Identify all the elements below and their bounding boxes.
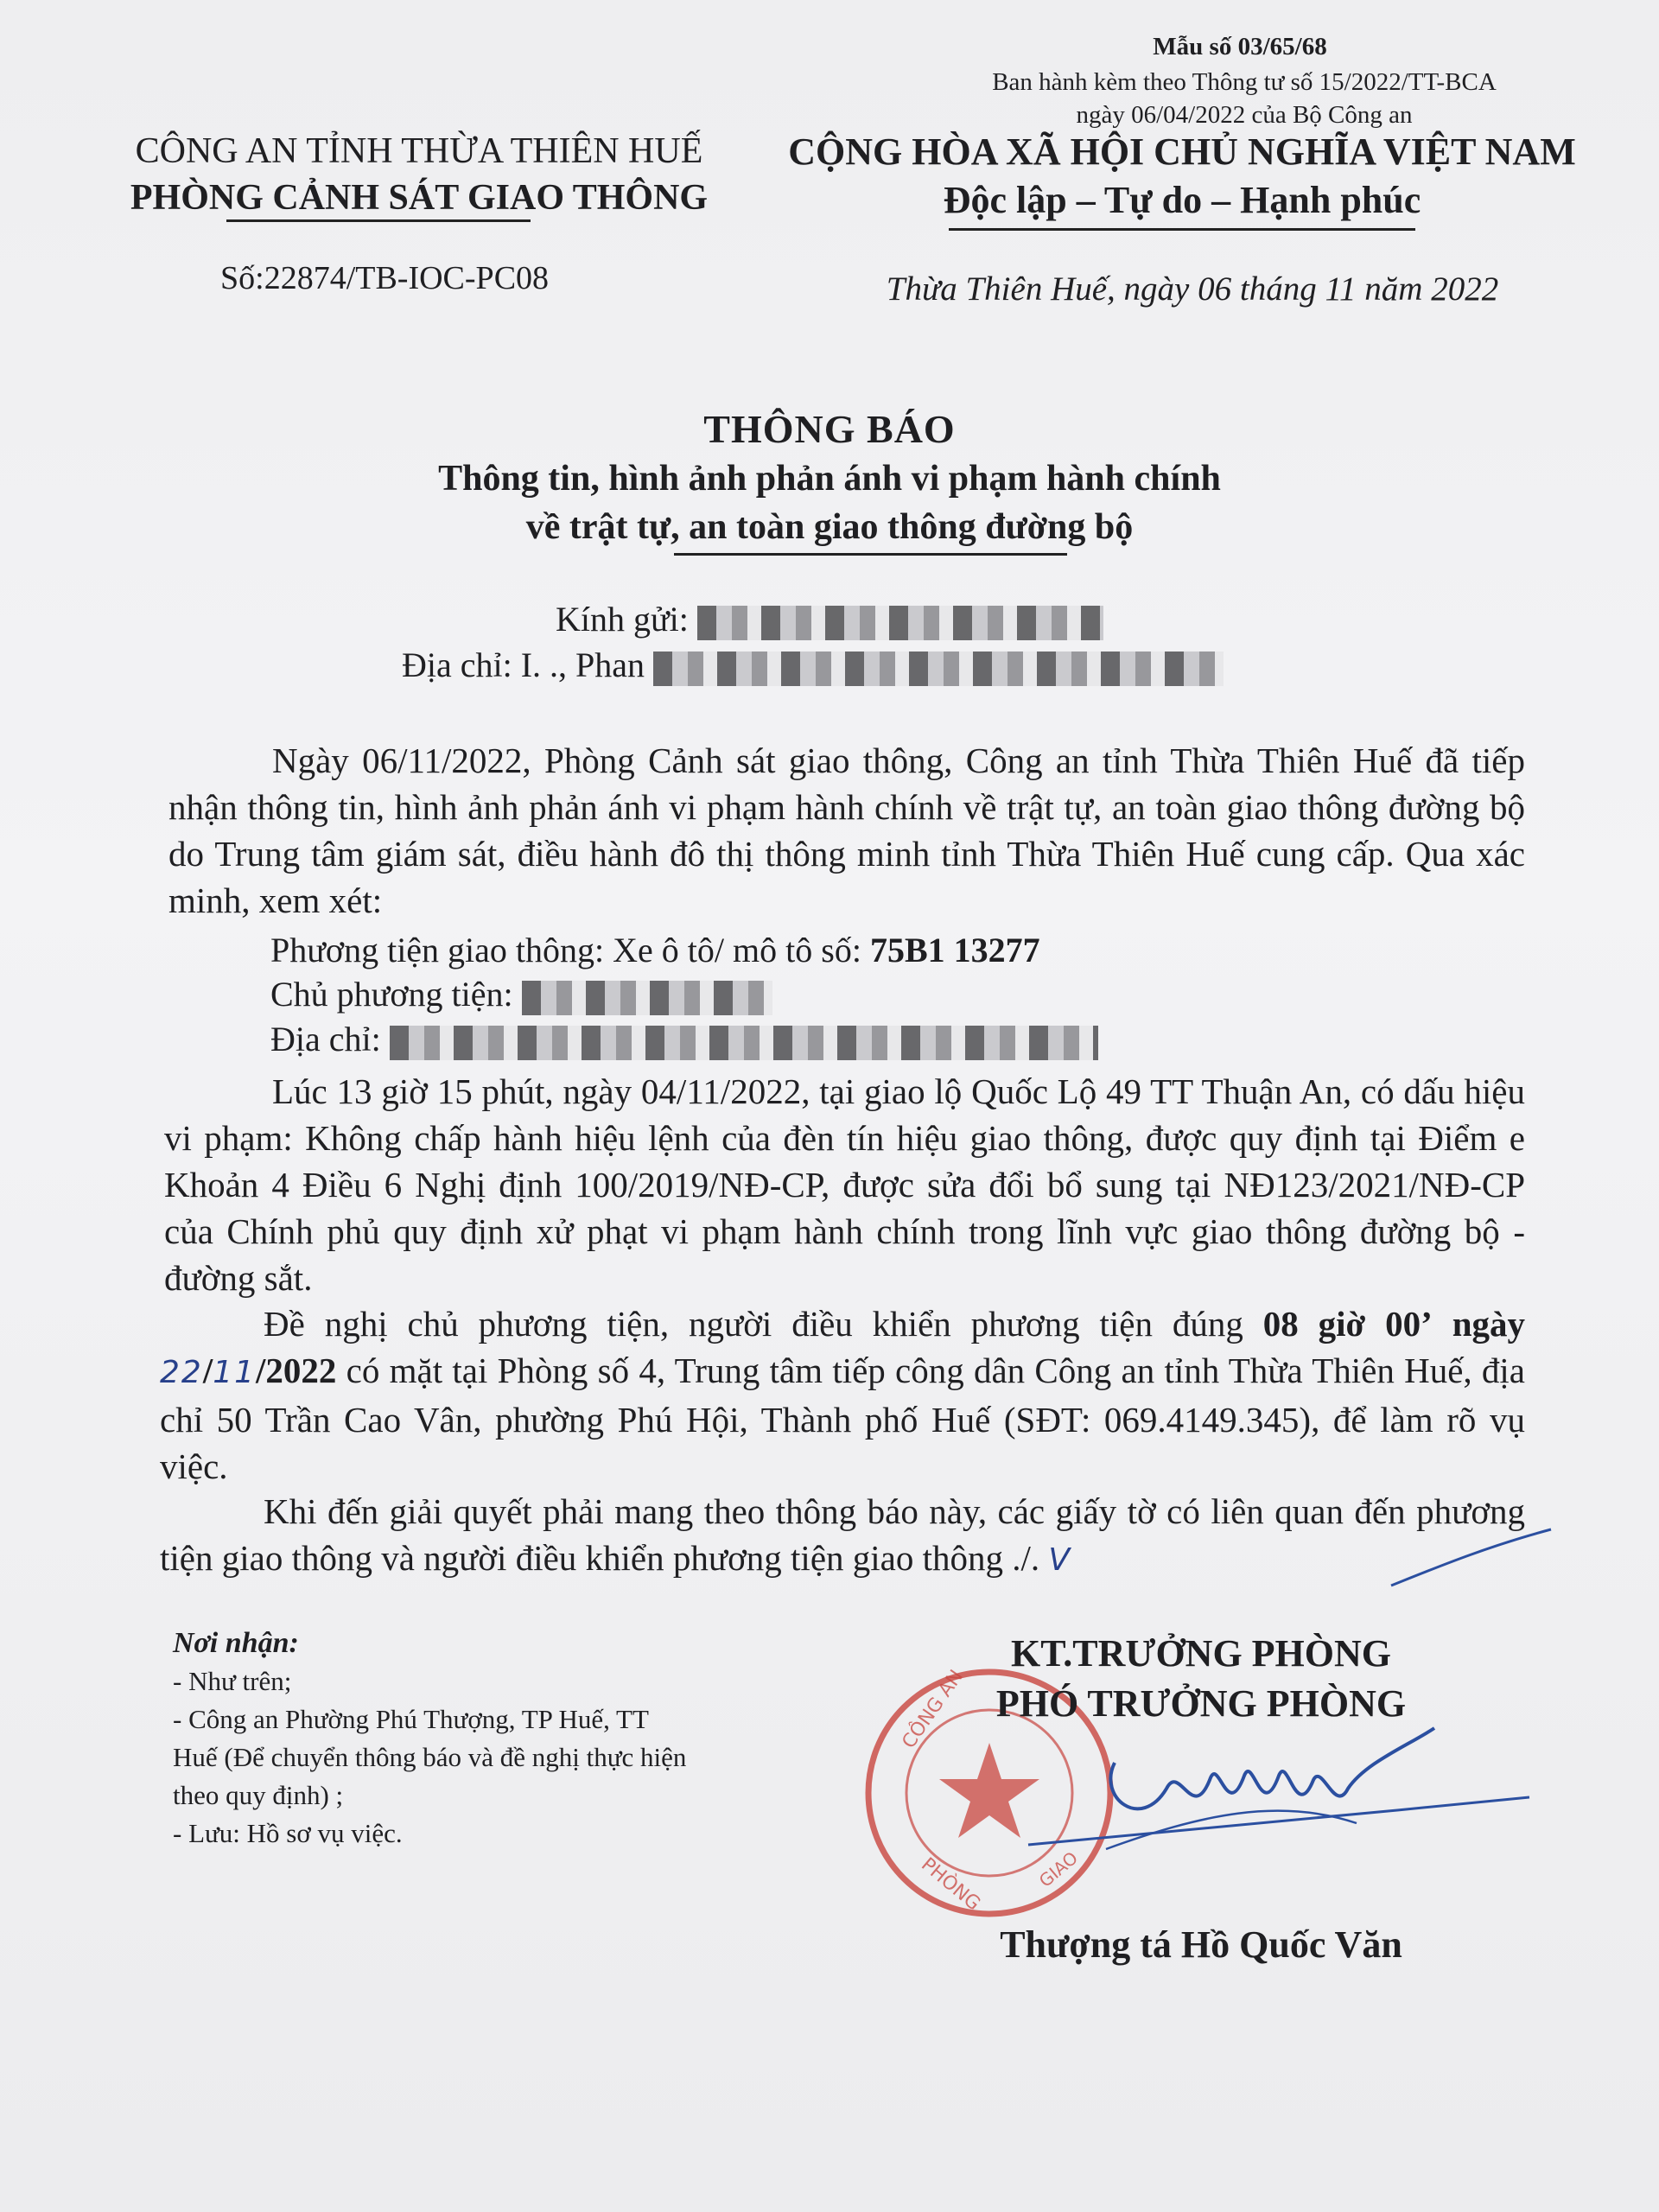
issuing-agency — [82, 128, 756, 221]
national-motto — [750, 128, 1614, 225]
vehicle-plate: 75B1 13277 — [869, 931, 1040, 969]
agency-name-parent: CÔNG AN TỈNH THỪA THIÊN HUẾ — [135, 131, 703, 171]
recipient-item: - Lưu: Hồ sơ vụ việc. — [173, 1818, 403, 1848]
redacted-address — [653, 652, 1224, 686]
nation-motto: Độc lập – Tự do – Hạnh phúc — [943, 179, 1421, 221]
nation-name: CỘNG HÒA XÃ HỘI CHỦ NGHĨA VIỆT NAM — [788, 130, 1576, 173]
signature-title-line-2: PHÓ TRƯỞNG PHÒNG — [995, 1682, 1407, 1725]
form-reference — [933, 66, 1555, 131]
form-reference-line-2: ngày 06/04/2022 của Bộ Công an — [1076, 101, 1413, 129]
owner-line — [270, 971, 772, 1018]
paragraph-intro: Ngày 06/11/2022, Phòng Cảnh sát giao thông, Công an tỉnh Thừa Thiên Huế đã tiếp nhận thông tin, hình ảnh phản ánh vi phạm hành chính về trật tự, an toàn giao thông đường bộ do Trung tâm giám sát, điều hành đô thị thông minh tỉnh Thừa Thiên Huế cung cấp. Qua xác minh, xem xét: — [168, 741, 1525, 920]
document-number: Số:22874/TB-IOC-PC08 — [220, 260, 550, 296]
agency-underline — [226, 219, 531, 222]
addressee-address-visible: I. ., Phan — [520, 645, 645, 684]
recipients-block — [173, 1624, 795, 1853]
recipient-item: Huế (Để chuyển thông báo và đề nghị thực hiện — [173, 1742, 687, 1772]
svg-text:GIAO: GIAO — [1034, 1847, 1082, 1891]
summons-slash: / — [202, 1351, 213, 1390]
addressee-address-line — [402, 642, 1224, 689]
summons-year: /2022 — [256, 1351, 337, 1390]
summons-day-label: ngày — [1452, 1304, 1526, 1344]
svg-text:PHÒNG: PHÒNG — [917, 1853, 984, 1916]
subtitle-line-1: Thông tin, hình ảnh phản ánh vi phạm hành chính — [438, 459, 1221, 499]
addressee-line — [556, 596, 1103, 643]
date-line: Thừa Thiên Huế, ngày 06 tháng 11 năm 2022 — [886, 270, 1499, 308]
svg-text:CÔNG AN: CÔNG AN — [898, 1666, 968, 1753]
redacted-owner — [522, 981, 772, 1015]
addressee-label: Kính gửi: — [556, 600, 689, 639]
recipients-heading: Nơi nhận: — [173, 1627, 299, 1659]
document-title: THÔNG BÁO — [703, 407, 956, 451]
form-number: Mẫu số 03/65/68 — [1153, 33, 1327, 60]
summons-time: 08 giờ 00’ — [1262, 1304, 1433, 1344]
document-subtitle — [0, 454, 1659, 551]
owner-address-label: Địa chỉ: — [270, 1020, 381, 1058]
recipient-item: theo quy định) ; — [173, 1780, 344, 1810]
agency-name-department: PHÒNG CẢNH SÁT GIAO THÔNG — [130, 178, 709, 218]
motto-underline — [949, 228, 1415, 231]
closing-initial-mark: V — [1048, 1542, 1072, 1578]
recipient-item: - Như trên; — [173, 1666, 292, 1696]
vehicle-label: Phương tiện giao thông: Xe ô tô/ mô tô số: — [270, 931, 870, 969]
paragraph-summons — [160, 1300, 1525, 1490]
title-underline — [674, 553, 1067, 556]
redacted-owner-address — [390, 1026, 1098, 1060]
summons-month-handwritten: 11 — [213, 1355, 257, 1390]
handwritten-tick-icon — [1382, 1521, 1555, 1599]
handwritten-signature-icon — [994, 1694, 1555, 1884]
owner-address-line — [270, 1016, 1098, 1063]
paragraph-violation: Lúc 13 giờ 15 phút, ngày 04/11/2022, tại giao lộ Quốc Lộ 49 TT Thuận An, có dấu hiệu vi phạm: Không chấp hành hiệu lệnh của đèn tín hiệu giao thông, được quy định tại Điểm e Khoản 4 Điều 6 Nghị định 100/2019/NĐ-CP, được sửa đổi bổ sung tại NĐ123/2021/NĐ-CP của Chính phủ quy định xử phạt vi phạm hành chính trong lĩnh vực giao thông đường bộ - đường sắt. — [164, 1071, 1525, 1298]
summons-rest: có mặt tại Phòng số 4, Trung tâm tiếp công dân Công an tỉnh Thừa Thiên Huế, địa chỉ 50 Trần Cao Vân, phường Phú Hội, Thành phố Huế (SĐT: 069.4149.345), để làm rõ vụ việc. — [160, 1351, 1525, 1486]
addressee-address-label: Địa chỉ: — [402, 645, 512, 684]
form-reference-line-1: Ban hành kèm theo Thông tư số 15/2022/TT-BCA — [992, 68, 1497, 96]
owner-label: Chủ phương tiện: — [270, 975, 513, 1014]
recipient-item: - Công an Phường Phú Thượng, TP Huế, TT — [173, 1704, 649, 1734]
summons-day-handwritten: 22 — [160, 1355, 203, 1390]
signer-name: Thượng tá Hồ Quốc Văn — [1000, 1923, 1402, 1966]
redacted-name — [697, 606, 1103, 640]
summons-lead: Đề nghị chủ phương tiện, người điều khiển phương tiện đúng — [264, 1304, 1263, 1344]
subtitle-line-2: về trật tự, an toàn giao thông đường bộ — [525, 507, 1134, 547]
paragraph-closing — [160, 1488, 1525, 1584]
signature-title-line-1: KT.TRƯỞNG PHÒNG — [1011, 1632, 1391, 1675]
vehicle-line — [270, 927, 1040, 974]
closing-text: Khi đến giải quyết phải mang theo thông báo này, các giấy tờ có liên quan đến phương tiện giao thông và người điều khiển phương tiện giao thông ./. — [160, 1491, 1525, 1578]
